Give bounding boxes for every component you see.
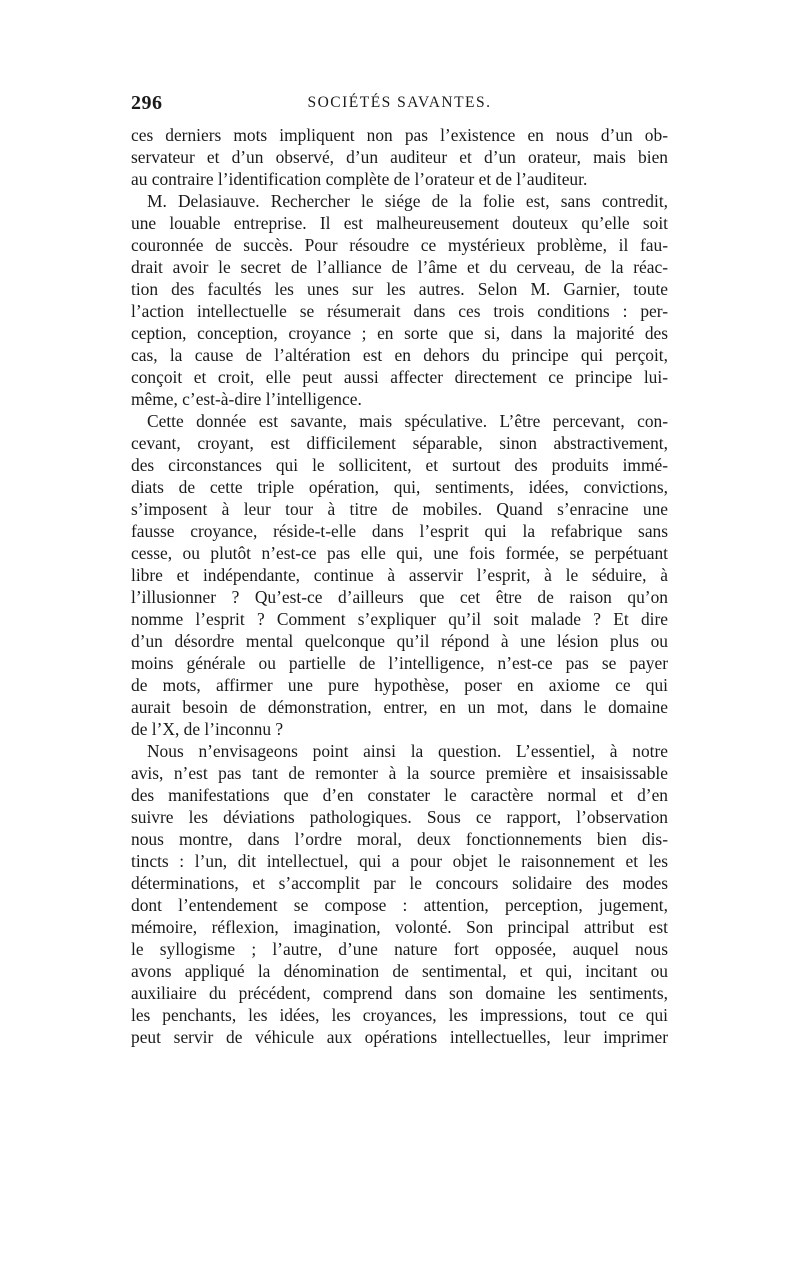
text-line: libre et indépendante, continue à asservir l’esprit, à le séduire, à [131,565,668,585]
text-line: servateur et d’un observé, d’un auditeur et d’un orateur, mais bien [131,147,668,167]
text-line: cesse, ou plutôt n’est-ce pas elle qui, une fois formée, se perpétuant [131,543,668,563]
text-line: aurait besoin de démonstration, entrer, en un mot, dans le domaine [131,697,668,717]
text-line: auxiliaire du précédent, comprend dans son domaine les sentiments, [131,983,668,1003]
text-line: diats de cette triple opération, qui, sentiments, idées, convictions, [131,477,668,497]
text-line: nomme l’esprit ? Comment s’expliquer qu’il soit malade ? Et dire [131,609,668,629]
text-line: le syllogisme ; l’autre, d’une nature fort opposée, auquel nous [131,939,668,959]
text-line: des manifestations que d’en constater le caractère normal et d’en [131,785,668,805]
text-line: au contraire l’identification complète de l’orateur et de l’auditeur. [131,169,588,189]
text-line: des circonstances qui le sollicitent, et surtout des produits immé- [131,455,668,475]
text-line: mémoire, réflexion, imagination, volonté. Son principal attribut est [131,917,668,937]
text-line: de mots, affirmer une pure hypothèse, poser en axiome ce qui [131,675,668,695]
text-line: d’un désordre mental quelconque qu’il répond à une lésion plus ou [131,631,668,651]
page-number: 296 [131,92,163,114]
text-line: cas, la cause de l’altération est en dehors du principe qui perçoit, [131,345,668,365]
text-line: une louable entreprise. Il est malheureusement douteux qu’elle soit [131,213,668,233]
text-line: peut servir de véhicule aux opérations intellectuelles, leur imprimer [131,1027,668,1047]
text-line: conçoit et croit, elle peut aussi affecter directement ce principe lui- [131,367,668,387]
text-line: déterminations, et s’accomplit par le concours solidaire des modes [131,873,668,893]
text-line: fausse croyance, réside-t-elle dans l’esprit qui la refabrique sans [131,521,668,541]
text-line: Nous n’envisageons point ainsi la question. L’essentiel, à notre [147,741,668,761]
text-line: dont l’entendement se compose : attention, perception, jugement, [131,895,668,915]
text-line: ception, conception, croyance ; en sorte que si, dans la majorité des [131,323,668,343]
text-line: l’illusionner ? Qu’est-ce d’ailleurs que cet être de raison qu’on [131,587,668,607]
text-line: avis, n’est pas tant de remonter à la source première et insaisissable [131,763,668,783]
text-line: avons appliqué la dénomination de sentimental, et qui, incitant ou [131,961,668,981]
text-line: les penchants, les idées, les croyances, les impressions, tout ce qui [131,1005,668,1025]
text-line: cevant, croyant, est difficilement séparable, sinon abstractivement, [131,433,668,453]
text-line: ces derniers mots impliquent non pas l’existence en nous d’un ob- [131,125,668,145]
text-line: nous montre, dans l’ordre moral, deux fonctionnements bien dis- [131,829,668,849]
text-line: suivre les déviations pathologiques. Sous ce rapport, l’observation [131,807,668,827]
text-line: Cette donnée est savante, mais spéculative. L’être percevant, con- [147,411,668,431]
text-line: s’imposent à leur tour à titre de mobiles. Quand s’enracine une [131,499,668,519]
text-line: même, c’est-à-dire l’intelligence. [131,389,362,409]
text-line: moins générale ou partielle de l’intelligence, n’est-ce pas se payer [131,653,668,673]
text-line: de l’X, de l’inconnu ? [131,719,284,739]
text-line: tion des facultés les unes sur les autres. Selon M. Garnier, toute [131,279,668,299]
text-line: couronnée de succès. Pour résoudre ce mystérieux problème, il fau- [131,235,668,255]
running-header [131,92,668,118]
running-title: SOCIÉTÉS SAVANTES. [307,94,492,111]
text-line: tincts : l’un, dit intellectuel, qui a pour objet le raisonnement et les [131,851,668,871]
text-line: drait avoir le secret de l’alliance de l’âme et du cerveau, de la réac- [131,257,668,277]
text-line: l’action intellectuelle se résumerait dans ces trois conditions : per- [131,301,668,321]
text-line: M. Delasiauve. Rechercher le siége de la folie est, sans contredit, [147,191,668,211]
